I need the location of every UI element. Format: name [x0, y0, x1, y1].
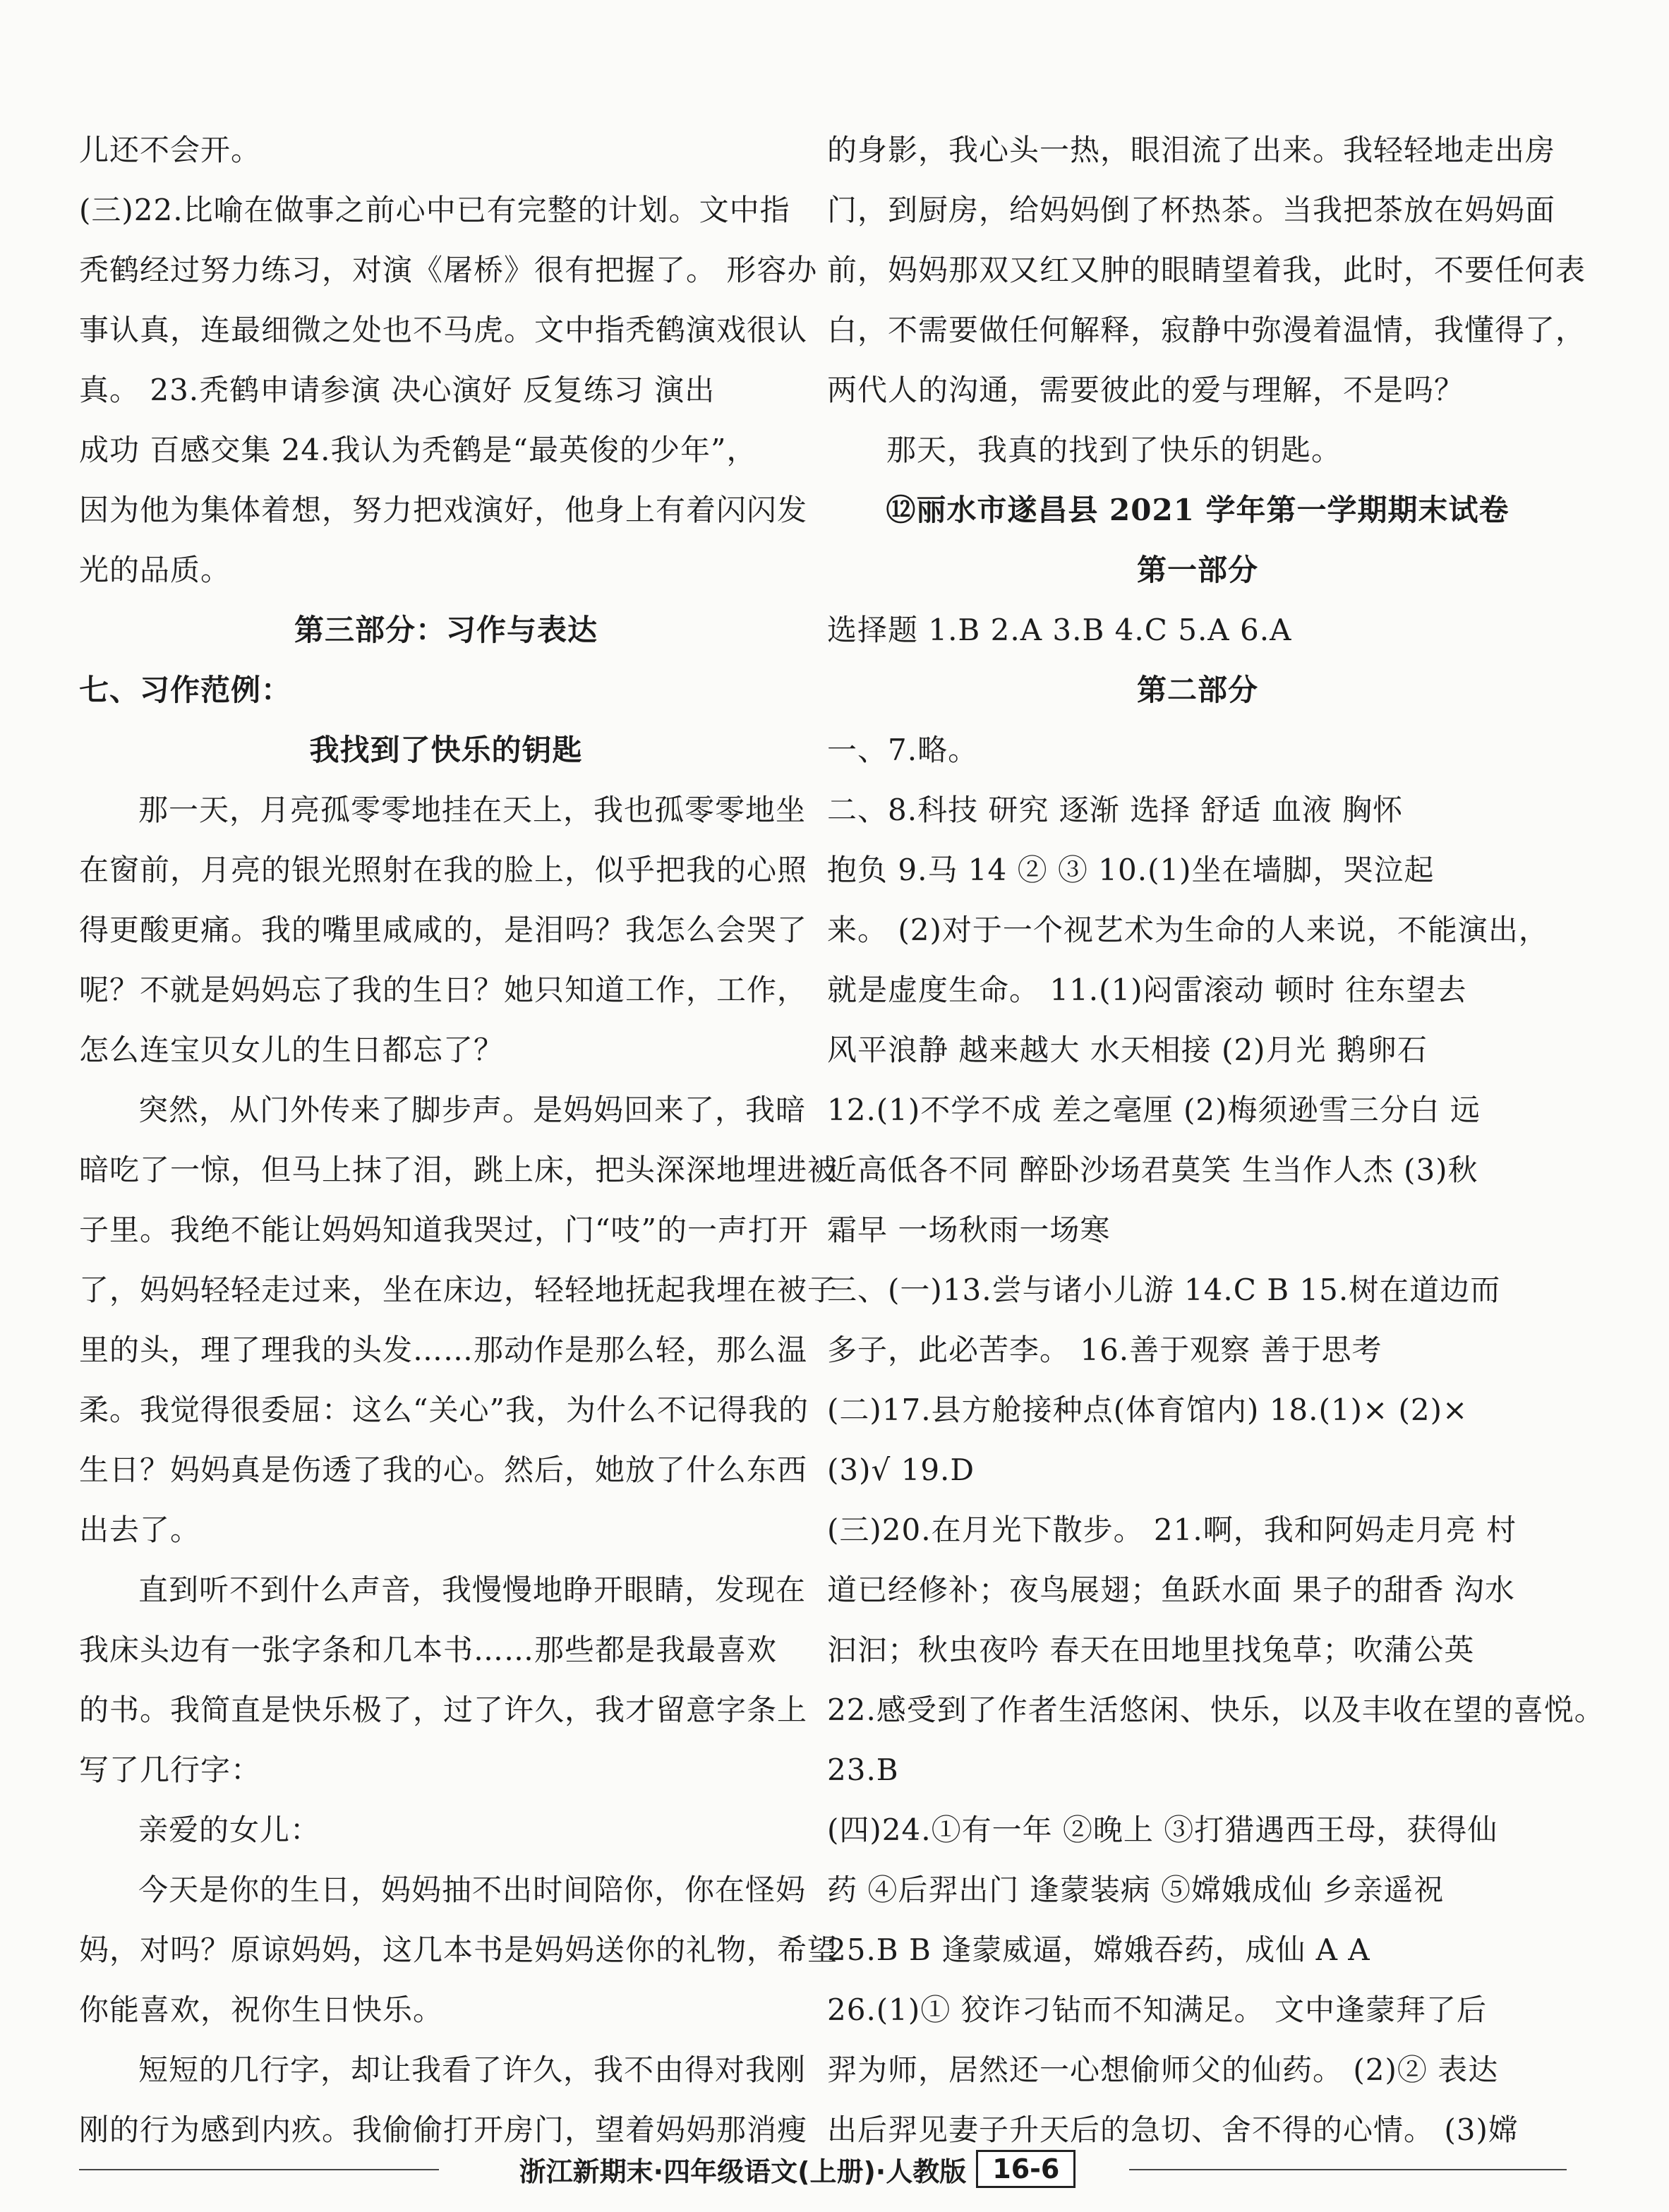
text-line: 直到听不到什么声音，我慢慢地睁开眼睛，发现在 [138, 1573, 807, 1607]
text-line: 一、7.略。 [827, 733, 979, 767]
text-line: 儿还不会开。 [79, 133, 262, 167]
text-line: 23.B [827, 1753, 899, 1787]
text-line: 25.B B 逢蒙威逼，嫦娥吞药，成仙 A A [827, 1933, 1370, 1967]
footer-rule-left [79, 2169, 439, 2170]
text-line: 汩汩；秋虫夜吟 春天在田地里找兔草；吹蒲公英 [827, 1633, 1475, 1667]
text-line: 妈，对吗？原谅妈妈，这几本书是妈妈送你的礼物，希望 [79, 1933, 838, 1967]
text-line: 前，妈妈那双又红又肿的眼睛望着我，此时，不要任何表 [827, 253, 1586, 287]
text-line: 里的头，理了理我的头发……那动作是那么轻，那么温 [79, 1333, 808, 1367]
text-line: 在窗前，月亮的银光照射在我的脸上，似乎把我的心照 [79, 853, 808, 887]
text-line: 突然，从门外传来了脚步声。是妈妈回来了，我暗 [138, 1093, 807, 1127]
text-line: 柔。我觉得很委屈：这么“关心”我，为什么不记得我的 [79, 1393, 809, 1427]
text-line: 子里。我绝不能让妈妈知道我哭过，门“吱”的一声打开 [79, 1213, 809, 1247]
text-line: (3)√ 19.D [827, 1453, 975, 1487]
text-line: 今天是你的生日，妈妈抽不出时间陪你，你在怪妈 [138, 1873, 807, 1907]
text-line: 第一部分 [1136, 553, 1258, 587]
text-line: 近高低各不同 醉卧沙场君莫笑 生当作人杰 (3)秋 [827, 1153, 1478, 1187]
text-line: 那一天，月亮孤零零地挂在天上，我也孤零零地坐 [138, 793, 807, 827]
text-line: 怎么连宝贝女儿的生日都忘了？ [79, 1033, 505, 1067]
text-line: 短短的几行字，却让我看了许久，我不由得对我刚 [138, 2052, 807, 2087]
text-line: 我找到了快乐的钥匙 [309, 733, 583, 767]
text-line: 抱负 9.马 14 ② ③ 10.(1)坐在墙脚，哭泣起 [827, 853, 1435, 887]
text-line: 生日？妈妈真是伤透了我的心。然后，她放了什么东西 [79, 1453, 808, 1487]
text-line: 七、习作范例： [79, 673, 292, 707]
text-line: 成功 百感交集 24.我认为秃鹤是“最英俊的少年”， [79, 433, 757, 467]
text-line: 秃鹤经过努力练习，对演《屠桥》很有把握了。 形容办 [79, 253, 818, 287]
text-line: (三)22.比喻在做事之前心中已有完整的计划。文中指 [79, 193, 790, 227]
text-line: 药 ④后羿出门 逢蒙装病 ⑤嫦娥成仙 乡亲遥祝 [827, 1873, 1445, 1907]
text-line: 的书。我简直是快乐极了，过了许久，我才留意字条上 [79, 1693, 808, 1727]
text-line: 羿为师，居然还一心想偷师父的仙药。 (2)② 表达 [827, 2052, 1499, 2087]
text-line: 出去了。 [79, 1513, 201, 1547]
text-line: 两代人的沟通，需要彼此的爱与理解，不是吗？ [827, 373, 1465, 407]
page-number: 16-6 [976, 2150, 1075, 2188]
text-line: 第三部分：习作与表达 [294, 613, 598, 647]
text-line: (二)17.县方舱接种点(体育馆内) 18.(1)× (2)× [827, 1393, 1469, 1427]
text-line: 三、(一)13.尝与诸小儿游 14.C B 15.树在道边而 [827, 1273, 1501, 1307]
text-line: 风平浪静 越来越大 水天相接 (2)月光 鹅卵石 [827, 1033, 1428, 1067]
text-line: 暗吃了一惊，但马上抹了泪，跳上床，把头深深地埋进被 [79, 1153, 838, 1187]
text-line: 的身影，我心头一热，眼泪流了出来。我轻轻地走出房 [827, 133, 1556, 167]
text-line: ⑫丽水市遂昌县 2021 学年第一学期期末试卷 [886, 493, 1510, 527]
text-line: 亲爱的女儿： [138, 1813, 321, 1847]
text-line: 呢？不就是妈妈忘了我的生日？她只知道工作，工作， [79, 973, 808, 1007]
left-column [79, 120, 838, 2160]
text-line: 选择题 1.B 2.A 3.B 4.C 5.A 6.A [827, 613, 1292, 647]
footer-rule-right [1129, 2169, 1567, 2170]
text-line: 22.感受到了作者生活悠闲、快乐，以及丰收在望的喜悦。 [827, 1693, 1605, 1727]
text-line: 因为他为集体着想，努力把戏演好，他身上有着闪闪发 [79, 493, 808, 527]
footer-title: 浙江新期末·四年级语文(上册)·人教版 [519, 2156, 967, 2187]
text-line: 真。 23.秃鹤申请参演 决心演好 反复练习 演出 [79, 373, 716, 407]
page-footer [445, 2146, 1150, 2192]
text-line: (四)24.①有一年 ②晚上 ③打猎遇西王母，获得仙 [827, 1813, 1498, 1847]
text-line: 二、8.科技 研究 逐渐 选择 舒适 血液 胸怀 [827, 793, 1404, 827]
text-line: 写了几行字： [79, 1753, 262, 1787]
text-line: 了，妈妈轻轻走过来，坐在床边，轻轻地抚起我埋在被子 [79, 1273, 838, 1307]
text-line: 门，到厨房，给妈妈倒了杯热茶。当我把茶放在妈妈面 [827, 193, 1556, 227]
text-line: 事认真，连最细微之处也不马虎。文中指秃鹤演戏很认 [79, 313, 808, 347]
text-line: 来。 (2)对于一个视艺术为生命的人来说，不能演出， [827, 913, 1549, 947]
text-line: 白，不需要做任何解释，寂静中弥漫着温情，我懂得了， [827, 313, 1586, 347]
text-line: 就是虚度生命。 11.(1)闷雷滚动 顿时 往东望去 [827, 973, 1467, 1007]
text-line: 那天，我真的找到了快乐的钥匙。 [886, 433, 1342, 467]
text-line: (三)20.在月光下散步。 21.啊，我和阿妈走月亮 村 [827, 1513, 1517, 1547]
text-line: 道已经修补；夜鸟展翅；鱼跃水面 果子的甜香 沟水 [827, 1573, 1515, 1607]
text-line: 得更酸更痛。我的嘴里咸咸的，是泪吗？我怎么会哭了 [79, 913, 808, 947]
text-line: 光的品质。 [79, 553, 231, 587]
text-line: 第二部分 [1136, 673, 1258, 707]
text-line: 霜早 一场秋雨一场寒 [827, 1213, 1111, 1247]
text-line: 刚的行为感到内疚。我偷偷打开房门，望着妈妈那消瘦 [79, 2112, 808, 2147]
text-line: 你能喜欢，祝你生日快乐。 [79, 1992, 444, 2027]
text-line: 出后羿见妻子升天后的急切、舍不得的心情。 (3)嫦 [827, 2112, 1519, 2147]
text-line: 12.(1)不学不成 差之毫厘 (2)梅须逊雪三分白 远 [827, 1093, 1481, 1127]
right-column [827, 120, 1605, 2160]
text-line: 26.(1)① 狡诈刁钻而不知满足。 文中逢蒙拜了后 [827, 1992, 1487, 2027]
text-line: 多子，此必苦李。 16.善于观察 善于思考 [827, 1333, 1382, 1367]
text-line: 我床头边有一张字条和几本书……那些都是我最喜欢 [79, 1633, 778, 1667]
